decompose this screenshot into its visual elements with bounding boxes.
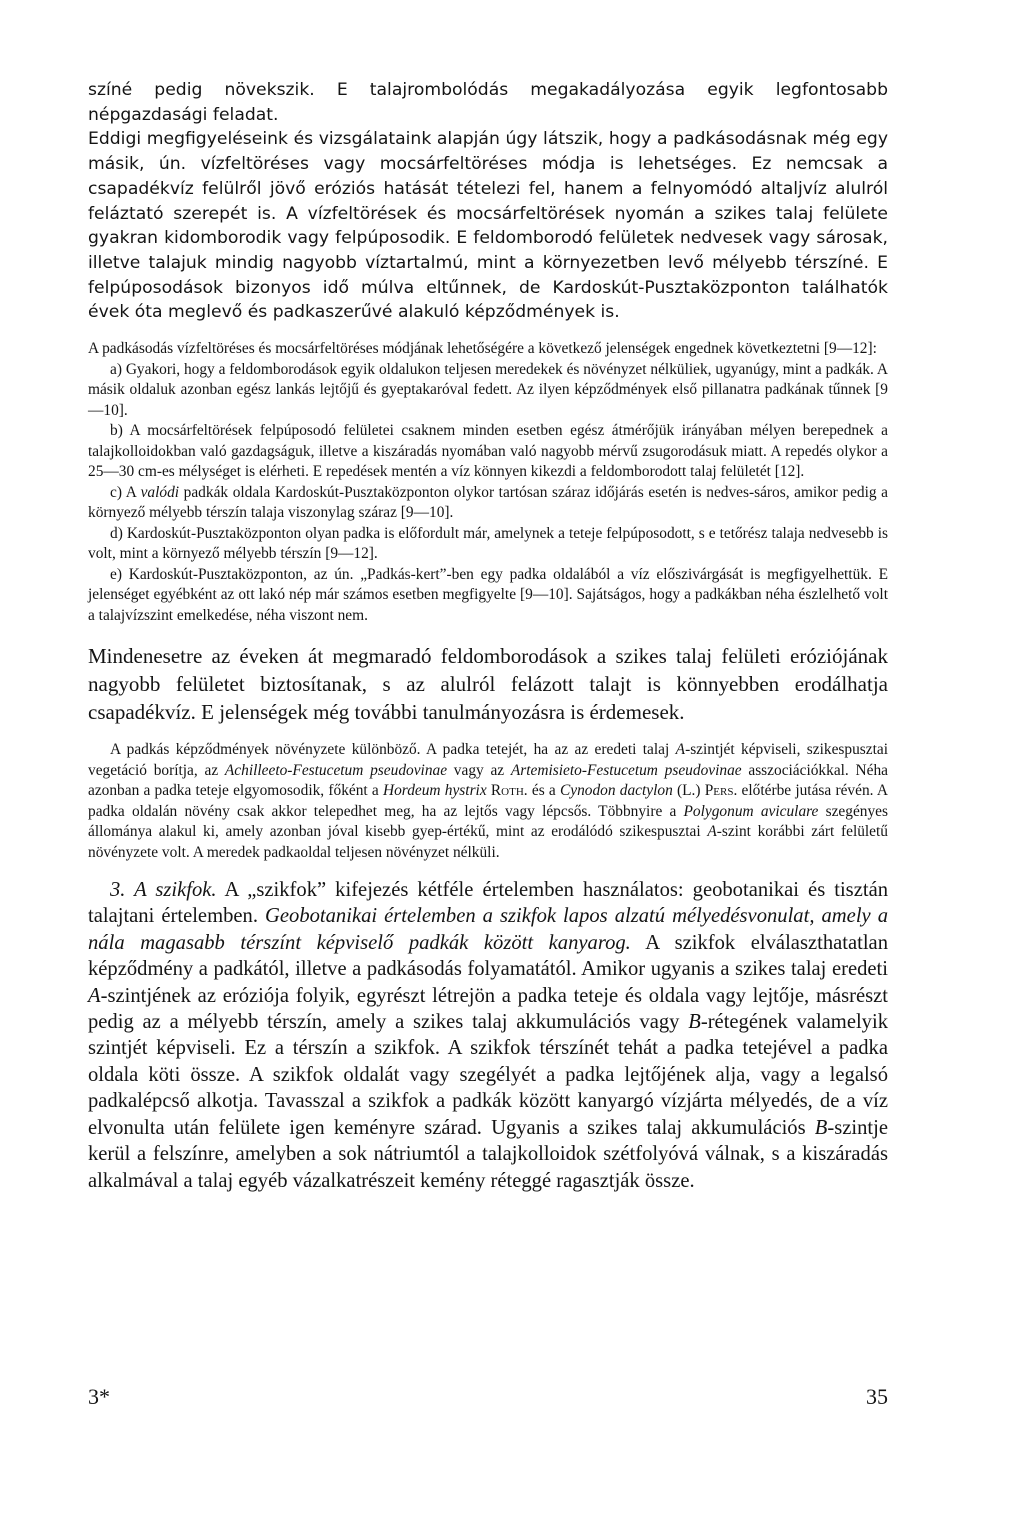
paragraph: A padkás képződmények növényzete különböző. A padka tetejét, ha az az eredeti talaj A-szintjét képviseli, szikespusztai vegetáció borítja, az Achilleeto-Festucetum pseudovinae vagy az Artemisieto-Festucetum pseudovinae asszociációkkal. Néha azonban a padka teteje elgyomosodik, főként a Hordeum hystrix Roth. és a Cynodon dactylon (L.) Pers. előtérbe jutása révén. A padka oldalán növény csak akkor telepedhet meg, ha az lejtős vagy lépcsős. Többnyire a Polygonum aviculare szegényes állománya alakul ki, amely azonban jóval kisebb gyep-értékű, mint az erodálódó szikespusztai A-szint korábbi zárt felületű növényzete volt. A meredek padkaoldal teljesen növényzet nélküli. bbox=[88, 741, 889, 861]
section-jelensegek bbox=[88, 339, 888, 626]
paragraph: Eddigi megfigyeléseink és vizsgálataink alapján úgy látszik, hogy a padkásodásnak még egy másik, ún. vízfeltöréses vagy mocsárfeltöréses módja is lehetséges. Ez nemcsak a csapadékvíz felülről jövő eróziós hatását tételezi fel, hanem a felnyomódó altaljvíz alulról feláztató szerepét is. A vízfeltörések és mocsárfeltörések nyomán a szikes talaj felülete gyakran kidomborodik vagy felpúposodik. E feldomborodó felületek nedvesek vagy sárosak, illetve talajuk mindig nagyobb víztartalmú, mint a környezetben levő mélyebb térszíné. E felpúposodások bizonyos idő múlva eltűnnek, de Kardoskút-Pusztaközponton találhatók évek óta meglevő és padkaszerűvé alakuló képződmények is. bbox=[88, 129, 888, 323]
section-heading: 3. A szikfok. bbox=[110, 879, 217, 902]
list-item-c: c) A valódi padkák oldala Kardoskút-Pusztaközponton olykor tartósan száraz időjárás esetén is nedves-sáros, amikor pedig a környező mélyebb térszín talaja viszonylag száraz [9—10]. bbox=[88, 483, 888, 522]
section-padkasodas bbox=[88, 78, 888, 325]
section-szikfok bbox=[88, 877, 888, 1194]
page-body bbox=[88, 78, 888, 1194]
signature-mark: 3* bbox=[88, 1384, 110, 1409]
paragraph: A padkásodás vízfeltöréses és mocsárfeltöréses módjának lehetőségére a következő jelenségek engednek következtetni [9—12]: bbox=[88, 340, 877, 358]
paragraph: 3. A szikfok. A „szikfok” kifejezés kétféle értelemben használatos: geobotanikai és tisztán talajtani értelemben. Geobotanikai értelemben a szikfok lapos alzatú mélyedésvonulat, amely a nála magasabb térszínt képviselő padkák között kanyarog. A szikfok elválaszthatatlan képződmény a padkától, illetve a padkásodás folyamatától. Amikor ugyanis a szikes talaj eredeti A-szintjének az eróziója folyik, egyrészt létrejön a padka teteje és oldala vagy lejtője, másrészt pedig az a mélyebb térszín, amely a szikes talaj akkumulációs vagy B-rétegének valamelyik szintjét képviseli. Ez a térszín a szikfok. A szikfok térszínét tehát a padka tetejével a padka oldala köti össze. A szikfok oldalát vagy szegélyét a padka lejtőjének alja, vagy a legalsó padkalépcső alkotja. Tavasszal a szikfok a padkák között kanyargó vízjárta mélyedés, de a víz elvonulta után felülete igen keményre szárad. Ugyanis a szikes talaj akkumulációs B-szintje kerül a felszínre, amelyben a sok nátriumtól a talajkolloidok szétfolyóvá válnak, s a kiszáradás alkalmával a talaj egyéb vázalkatrészeit kemény réteggé ragasztják össze. bbox=[88, 879, 889, 1192]
list-item-b: b) A mocsárfeltörések felpúposodó felületei csaknem minden esetben egész átmérőjük irányában mélyen berepednek a talajkolloidokban való gazdagságuk, illetve a kiszáradás nyomában való nagyobb mérvű zsugorodásuk miatt. A repedés olykor a 25—30 cm-es mélységet is elérheti. E repedések mentén a víz könnyen kikezdi a feldomborodott talaj felületét [12]. bbox=[88, 422, 888, 481]
page-number: 35 bbox=[866, 1384, 888, 1409]
list-item-d: d) Kardoskút-Pusztaközponton olyan padka is előfordult már, amelynek a teteje felpúposodott, s e tetőrész talaja nedvesebb is volt, mint a környező mélyebb térszín [9—12]. bbox=[88, 524, 888, 563]
paragraph: Mindenesetre az éveken át megmaradó feldomborodások a szikes talaj felületi eróziójának nagyobb felületet biztosítanak, s az alulról felázott talajt is könnyebben erodálhatja csapadékvíz. E jelenségek még további tanulmányozásra is érdemesek. bbox=[88, 644, 888, 725]
section-conclusion bbox=[88, 642, 888, 726]
list-item-e: e) Kardoskút-Pusztaközponton, az ún. „Padkás-kert”-ben egy padka oldalából a víz előszivárgását is megfigyelhettük. E jelenséget egyébként az ott lakó nép már számos esetben megfigyelte [9—10]. Sajátságos, hogy a padkákban néha észlelhető volt a talajvízszint emelkedése, néha viszont nem. bbox=[88, 565, 888, 624]
list-item-a: a) Gyakori, hogy a feldomborodások egyik oldalukon teljesen meredekek és növényzet nélküliek, ugyanúgy, mint a padkák. A másik oldaluk azonban egész lankás lejtőjű és gyeptakaróval fedett. Az ilyen képződmények első pillanatra padkának tűnnek [9—10]. bbox=[88, 360, 888, 419]
paragraph: színé pedig növekszik. E talajrombolódás megakadályozása egyik legfontosabb népgazdasági feladat. bbox=[88, 80, 888, 125]
section-novenyzet bbox=[88, 740, 888, 863]
